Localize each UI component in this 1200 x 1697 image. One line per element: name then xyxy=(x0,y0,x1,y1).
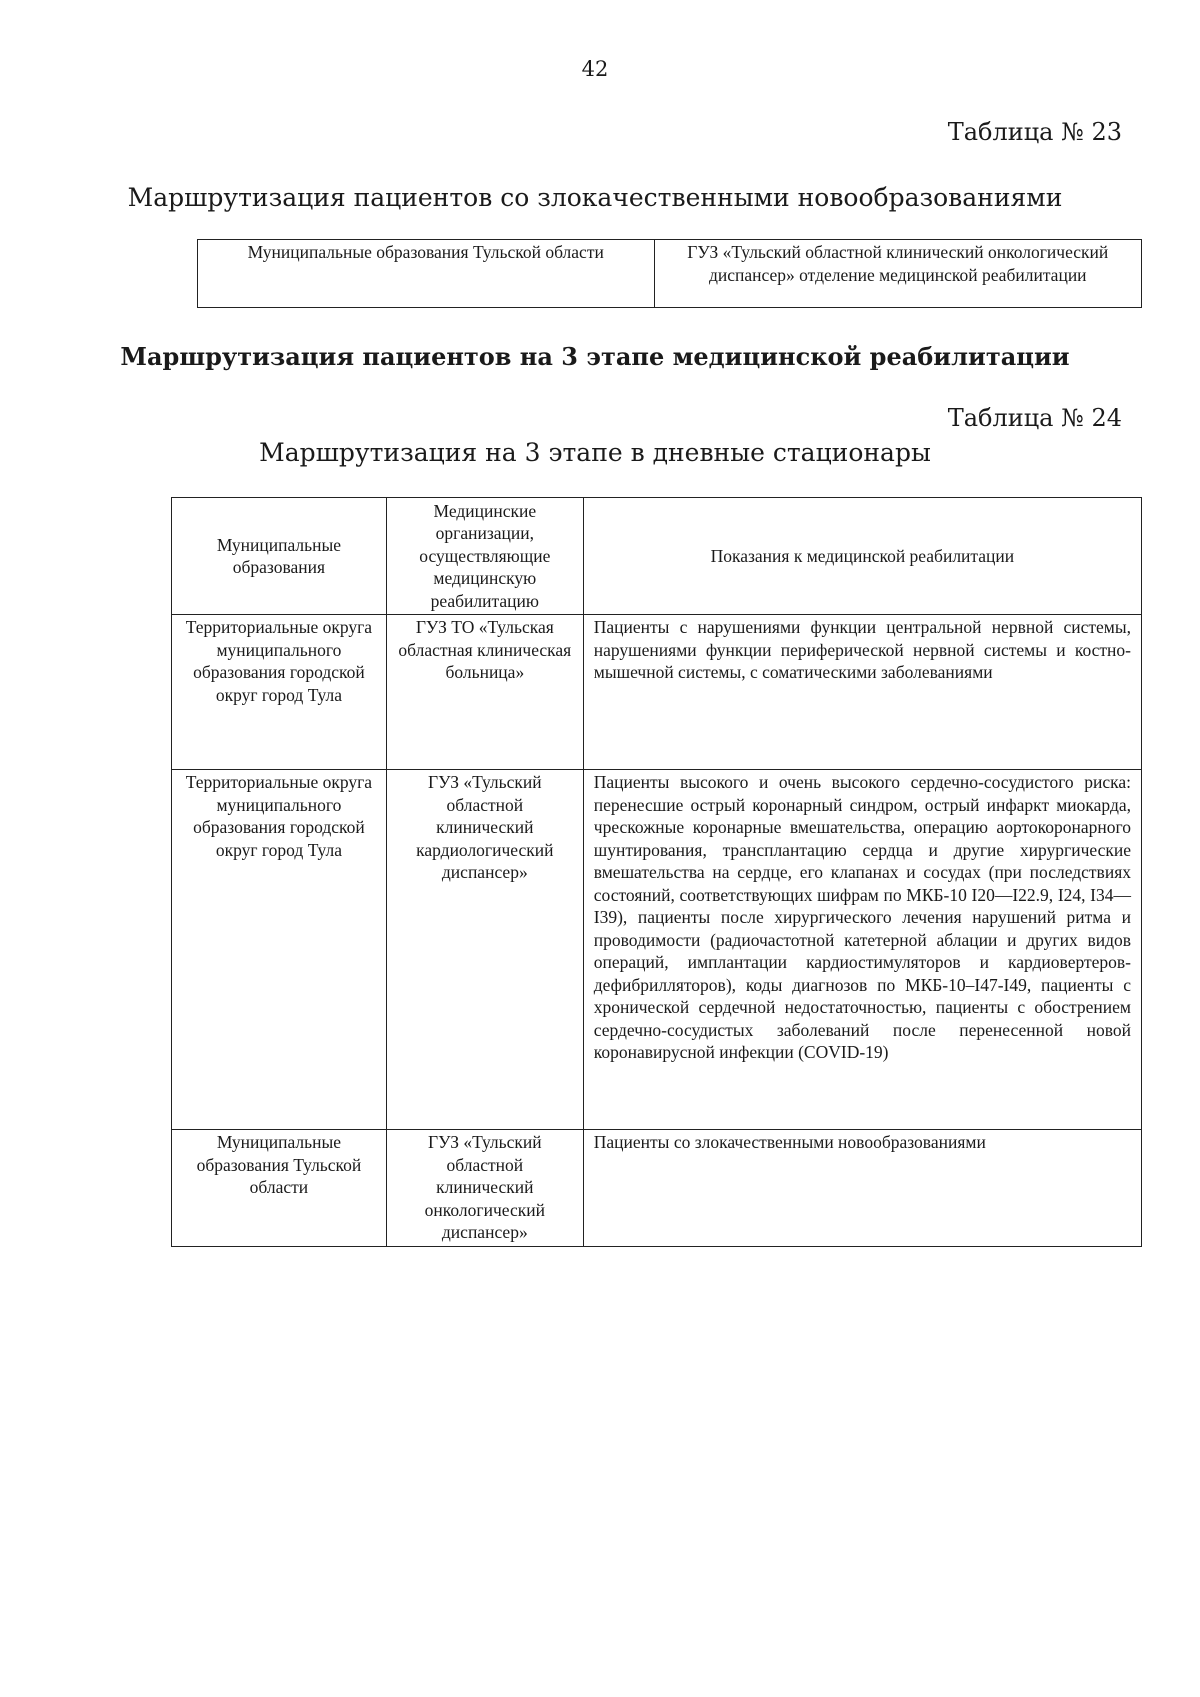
municipal-cell: Территориальные округа муниципального образования городской округ город Тула xyxy=(172,770,387,1130)
table-23-label: Таблица № 23 xyxy=(947,118,1122,146)
organization-cell: ГУЗ ТО «Тульская областная клиническая больница» xyxy=(386,615,583,770)
header-municipal: Муниципальные образования xyxy=(172,498,387,615)
table-23-title: Маршрутизация пациентов со злокачественными новообразованиями xyxy=(127,183,1063,212)
page-number: 42 xyxy=(581,57,609,81)
header-organization: Медицинские организации, осуществляющие медицинскую реабилитацию xyxy=(386,498,583,615)
organization-cell: ГУЗ «Тульский областной клинический онкологический диспансер» отделение медицинской реабилитации xyxy=(654,240,1141,308)
table-23 xyxy=(197,239,1142,308)
table-24-title: Маршрутизация на 3 этапе в дневные стационары xyxy=(259,438,931,467)
table-24-label: Таблица № 24 xyxy=(947,404,1122,432)
indications-cell: Пациенты со злокачественными новообразованиями xyxy=(583,1130,1141,1247)
indications-cell: Пациенты высокого и очень высокого сердечно-сосудистого риска: перенесшие острый коронарный синдром, острый инфаркт миокарда, чрескожные коронарные вмешательства, операцию аортокоронарного шунтирования, трансплантацию сердца и другие хирургические вмешательства на сердце, его клапанах и сосудах (при последствиях состояний, соответствующих шифрам по МКБ-10 I20—I22.9, I24, I34—I39), пациенты после хирургического лечения нарушений ритма и проводимости (радиочастотной катетерной аблации и других видов операций, имплантации кардиостимуляторов и кардиовертеров-дефибрилляторов), коды диагнозов по МКБ-10–I47-I49, пациенты с хронической сердечной недостаточностью, пациенты с обострением сердечно-сосудистых заболеваний после перенесенной новой коронавирусной инфекции (COVID-19) xyxy=(583,770,1141,1130)
table-row xyxy=(198,240,1142,308)
organization-cell: ГУЗ «Тульский областной клинический кардиологический диспансер» xyxy=(386,770,583,1130)
section-heading: Маршрутизация пациентов на 3 этапе медицинской реабилитации xyxy=(120,342,1070,371)
organization-cell: ГУЗ «Тульский областной клинический онкологический диспансер» xyxy=(386,1130,583,1247)
table-24 xyxy=(171,497,1142,1247)
municipal-cell: Муниципальные образования Тульской области xyxy=(198,240,655,308)
table-row xyxy=(172,770,1142,1130)
header-indications: Показания к медицинской реабилитации xyxy=(583,498,1141,615)
indications-cell: Пациенты с нарушениями функции центральной нервной системы, нарушениями функции периферической нервной системы и костно-мышечной системы, с соматическими заболеваниями xyxy=(583,615,1141,770)
municipal-cell: Муниципальные образования Тульской области xyxy=(172,1130,387,1247)
table-row xyxy=(172,615,1142,770)
municipal-cell: Территориальные округа муниципального образования городской округ город Тула xyxy=(172,615,387,770)
table-header-row xyxy=(172,498,1142,615)
table-row xyxy=(172,1130,1142,1247)
